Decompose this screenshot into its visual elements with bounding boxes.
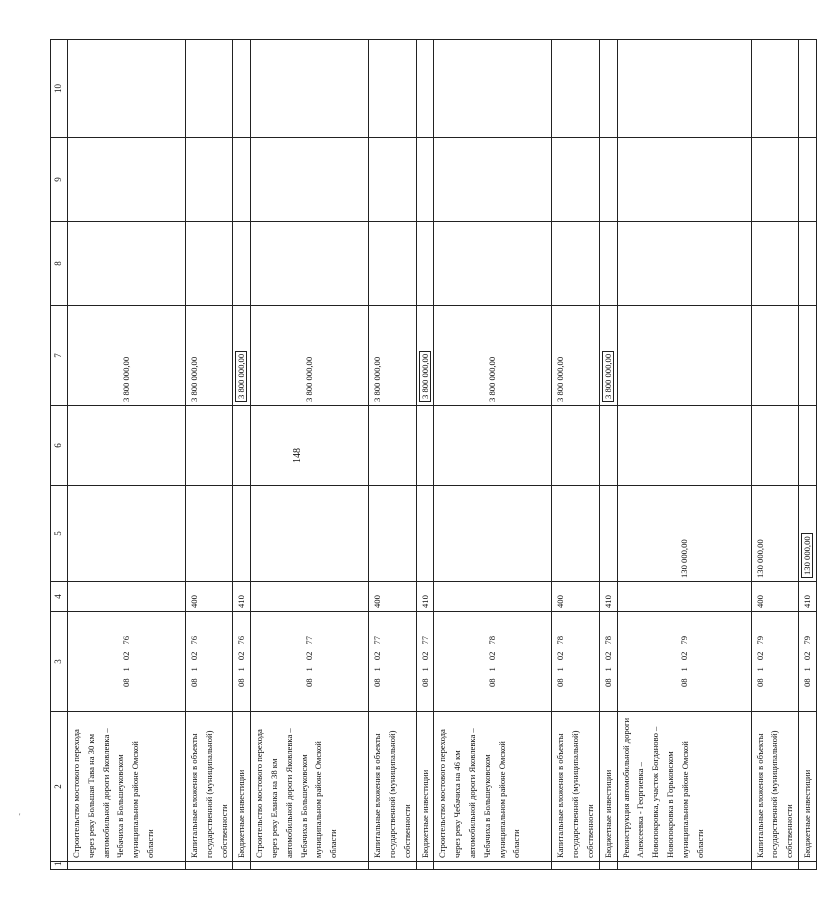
table-row <box>751 40 798 870</box>
amount-col5-cell <box>416 486 434 582</box>
col1-cell <box>552 862 599 870</box>
code-part: 08 <box>236 678 247 688</box>
vr-cell <box>552 582 599 612</box>
vr-value: 410 <box>419 595 430 608</box>
code-part: 02 <box>236 651 247 661</box>
code-part: 02 <box>602 651 613 661</box>
code-cell <box>369 612 416 712</box>
code-part: 08 <box>419 678 430 688</box>
item-name: Бюджетные инвестиции <box>236 769 247 858</box>
col10-cell <box>751 40 798 138</box>
item-name-cell <box>416 712 434 862</box>
amount-col7: 3 800 000,00 <box>419 351 431 402</box>
item-name-cell <box>251 712 369 862</box>
code-part: 1 <box>236 667 247 672</box>
code-part: 1 <box>304 667 315 672</box>
amount-col5-cell <box>68 486 186 582</box>
code-part: 77 <box>304 635 315 645</box>
col10-cell <box>798 40 816 138</box>
amount-col5-cell <box>434 486 552 582</box>
amount-col5-cell <box>798 486 816 582</box>
col10-cell <box>434 40 552 138</box>
page-number: 148 <box>292 448 303 463</box>
code-part: 08 <box>602 678 613 688</box>
col10-cell <box>617 40 751 138</box>
amount-col7: 3 800 000,00 <box>555 356 566 402</box>
col1-cell <box>751 862 798 870</box>
code-part: 02 <box>754 651 765 661</box>
amount-col7: 3 800 000,00 <box>304 356 315 402</box>
col9-cell <box>251 138 369 222</box>
code-cell <box>434 612 552 712</box>
item-name: Капитальные вложения в объекты государственной (муниципальной) собственности <box>754 730 795 858</box>
col6-cell <box>416 406 434 486</box>
col1-cell <box>434 862 552 870</box>
amount-col7-cell <box>186 306 233 406</box>
col1-cell <box>186 862 233 870</box>
item-name-cell <box>369 712 416 862</box>
table-row <box>233 40 251 870</box>
col1-cell <box>617 862 751 870</box>
amount-col7: 3 800 000,00 <box>189 356 199 402</box>
col10-cell <box>186 40 233 138</box>
item-name: Капитальные вложения в объекты государственной (муниципальной) собственности <box>189 730 229 858</box>
col8-cell <box>369 222 416 306</box>
item-name-cell <box>434 712 552 862</box>
code-cell <box>751 612 798 712</box>
amount-col7: 3 800 000,00 <box>235 351 247 402</box>
table-row <box>251 40 369 870</box>
amount-col5-cell <box>233 486 251 582</box>
item-name: Строительство мостового перехода через реку Чебачиха на 46 км автомобильной дороги Яковлевка – Чебачиха в Большеуковском муниципальном районе Омской области <box>437 728 522 858</box>
header-cell: 2 <box>51 712 68 862</box>
amount-col7-cell <box>751 306 798 406</box>
table-row <box>617 40 751 870</box>
code-part: 02 <box>678 651 689 661</box>
code-part: 76 <box>121 635 132 645</box>
col8-cell <box>186 222 233 306</box>
header-cell: 5 <box>51 486 68 582</box>
col1-cell <box>251 862 369 870</box>
item-name: Капитальные вложения в объекты государственной (муниципальной) собственности <box>372 730 412 858</box>
col1-cell <box>233 862 251 870</box>
code-part: 76 <box>236 635 247 645</box>
table-row <box>416 40 434 870</box>
code-cell <box>233 612 251 712</box>
code-part: 02 <box>372 651 383 661</box>
col9-cell <box>798 138 816 222</box>
amount-col7-cell <box>251 306 369 406</box>
code-part: 79 <box>801 635 812 645</box>
header-cell: 4 <box>51 582 68 612</box>
vr-cell <box>434 582 552 612</box>
code-part: 79 <box>678 635 689 645</box>
col10-cell <box>599 40 617 138</box>
code-cell <box>599 612 617 712</box>
item-name: Капитальные вложения в объекты государственной (муниципальной) собственности <box>555 730 595 858</box>
budget-table <box>50 39 817 870</box>
amount-col5-cell <box>251 486 369 582</box>
col6-cell <box>798 406 816 486</box>
item-name: Строительство мостового перехода через реку Еланка на 38 км автомобильной дороги Яковлевка – Чебачиха в Большеуковском муниципальном районе Омской области <box>254 728 339 858</box>
amount-col7-cell <box>599 306 617 406</box>
table-row <box>798 40 816 870</box>
col9-cell <box>751 138 798 222</box>
col6-cell <box>434 406 552 486</box>
header-cell: 9 <box>51 138 68 222</box>
code-part: 1 <box>754 667 765 672</box>
code-cell <box>251 612 369 712</box>
code-part: 08 <box>304 678 315 688</box>
amount-col5-cell <box>599 486 617 582</box>
vr-cell <box>416 582 434 612</box>
vr-value: 400 <box>372 595 383 608</box>
header-cell: 8 <box>51 222 68 306</box>
amount-col7-cell <box>416 306 434 406</box>
col10-cell <box>416 40 434 138</box>
code-part: 1 <box>121 667 132 672</box>
col8-cell <box>434 222 552 306</box>
header-cell: 3 <box>51 612 68 712</box>
code-part: 08 <box>372 678 383 688</box>
amount-col5-cell <box>369 486 416 582</box>
col6-cell <box>68 406 186 486</box>
amount-col5: 130 000,00 <box>801 533 813 578</box>
col10-cell <box>68 40 186 138</box>
header-cell: 6 <box>51 406 68 486</box>
code-cell <box>617 612 751 712</box>
col9-cell <box>552 138 599 222</box>
col6-cell <box>617 406 751 486</box>
col8-cell <box>416 222 434 306</box>
col6-cell <box>233 406 251 486</box>
col8-cell <box>617 222 751 306</box>
item-name-cell <box>617 712 751 862</box>
code-part: 76 <box>189 635 199 645</box>
col8-cell <box>751 222 798 306</box>
amount-col7-cell <box>434 306 552 406</box>
code-part: 08 <box>555 678 566 688</box>
header-cell: 1 <box>51 862 68 870</box>
code-part: 1 <box>555 667 566 672</box>
amount-col7-cell <box>552 306 599 406</box>
code-cell <box>552 612 599 712</box>
vr-value: 400 <box>189 595 199 608</box>
code-part: 02 <box>487 651 498 661</box>
table-row <box>552 40 599 870</box>
table-row <box>599 40 617 870</box>
col6-cell <box>251 406 369 486</box>
amount-col5-cell <box>751 486 798 582</box>
table-row <box>68 40 186 870</box>
item-name-cell <box>552 712 599 862</box>
item-name: Бюджетные инвестиции <box>419 769 430 858</box>
item-name-cell <box>599 712 617 862</box>
vr-value: 410 <box>801 595 812 608</box>
header-row <box>51 40 68 870</box>
code-part: 1 <box>419 667 430 672</box>
code-part: 1 <box>602 667 613 672</box>
code-cell <box>68 612 186 712</box>
item-name-cell <box>798 712 816 862</box>
vr-cell <box>751 582 798 612</box>
code-part: 79 <box>754 635 765 645</box>
item-name-cell <box>68 712 186 862</box>
code-part: 02 <box>801 651 812 661</box>
amount-col7: 3 800 000,00 <box>602 351 614 402</box>
code-part: 78 <box>487 635 498 645</box>
col6-cell <box>751 406 798 486</box>
amount-col7-cell <box>617 306 751 406</box>
vr-cell <box>233 582 251 612</box>
code-cell <box>186 612 233 712</box>
amount-col5-cell <box>617 486 751 582</box>
code-part: 1 <box>487 667 498 672</box>
code-part: 1 <box>189 667 199 672</box>
col10-cell <box>552 40 599 138</box>
amount-col7-cell <box>798 306 816 406</box>
col9-cell <box>617 138 751 222</box>
col10-cell <box>233 40 251 138</box>
vr-cell <box>617 582 751 612</box>
code-part: 78 <box>555 635 566 645</box>
code-cell <box>798 612 816 712</box>
amount-col5: 130 000,00 <box>754 539 765 578</box>
code-part: 08 <box>487 678 498 688</box>
item-name-cell <box>233 712 251 862</box>
col8-cell <box>68 222 186 306</box>
col6-cell <box>599 406 617 486</box>
code-part: 77 <box>372 635 383 645</box>
col6-cell <box>369 406 416 486</box>
item-name: Строительство мостового перехода через реку Большая Тава на 30 км автомобильной дороги Яковлевка – Чебачиха в Большеуковском муниципальном районе Омской области <box>71 728 155 858</box>
col9-cell <box>186 138 233 222</box>
amount-col7-cell <box>68 306 186 406</box>
code-part: 02 <box>555 651 566 661</box>
code-cell <box>416 612 434 712</box>
item-name: Бюджетные инвестиции <box>602 769 613 858</box>
vr-cell <box>186 582 233 612</box>
item-name: Бюджетные инвестиции <box>801 769 812 858</box>
header-cell: 7 <box>51 306 68 406</box>
code-part: 78 <box>602 635 613 645</box>
col10-cell <box>251 40 369 138</box>
code-part: 02 <box>189 651 199 661</box>
amount-col7: 3 800 000,00 <box>372 356 383 402</box>
col9-cell <box>68 138 186 222</box>
amount-col5-cell <box>186 486 233 582</box>
code-part: 1 <box>801 667 812 672</box>
code-part: 1 <box>372 667 383 672</box>
code-part: 08 <box>801 678 812 688</box>
table-row <box>186 40 233 870</box>
vr-value: 410 <box>602 595 613 608</box>
amount-col7: 3 800 000,00 <box>121 356 132 402</box>
code-part: 08 <box>678 678 689 688</box>
col9-cell <box>369 138 416 222</box>
amount-col5: 130 000,00 <box>678 539 689 578</box>
code-part: 02 <box>304 651 315 661</box>
col8-cell <box>233 222 251 306</box>
rotated-table-container <box>50 20 812 880</box>
col8-cell <box>552 222 599 306</box>
header-cell: 10 <box>51 40 68 138</box>
table-row <box>369 40 416 870</box>
code-part: 08 <box>121 678 132 688</box>
col9-cell <box>434 138 552 222</box>
col6-cell <box>186 406 233 486</box>
table-row <box>434 40 552 870</box>
item-name-cell <box>186 712 233 862</box>
col9-cell <box>416 138 434 222</box>
col10-cell <box>369 40 416 138</box>
col8-cell <box>251 222 369 306</box>
vr-cell <box>798 582 816 612</box>
code-part: 77 <box>419 635 430 645</box>
vr-value: 400 <box>754 595 765 608</box>
col1-cell <box>68 862 186 870</box>
vr-cell <box>68 582 186 612</box>
scan-mark: ' <box>19 812 21 821</box>
code-part: 08 <box>189 678 199 688</box>
code-part: 02 <box>419 651 430 661</box>
item-name: Реконструкция автомобильной дороги Алексеевка - Георгиевка – Новопокровка, участок Богданово – Новопокровка в Горьковском муниципальном районе Омской области <box>620 717 705 858</box>
col1-cell <box>416 862 434 870</box>
vr-value: 410 <box>236 595 247 608</box>
vr-cell <box>369 582 416 612</box>
item-name-cell <box>751 712 798 862</box>
col8-cell <box>798 222 816 306</box>
vr-value: 400 <box>555 595 566 608</box>
col8-cell <box>599 222 617 306</box>
amount-col7-cell <box>233 306 251 406</box>
code-part: 1 <box>678 667 689 672</box>
vr-cell <box>599 582 617 612</box>
col9-cell <box>599 138 617 222</box>
col6-cell <box>552 406 599 486</box>
col1-cell <box>369 862 416 870</box>
col1-cell <box>798 862 816 870</box>
code-part: 02 <box>121 651 132 661</box>
amount-col5-cell <box>552 486 599 582</box>
vr-cell <box>251 582 369 612</box>
amount-col7-cell <box>369 306 416 406</box>
amount-col7: 3 800 000,00 <box>487 356 498 402</box>
col1-cell <box>599 862 617 870</box>
code-part: 08 <box>754 678 765 688</box>
col9-cell <box>233 138 251 222</box>
